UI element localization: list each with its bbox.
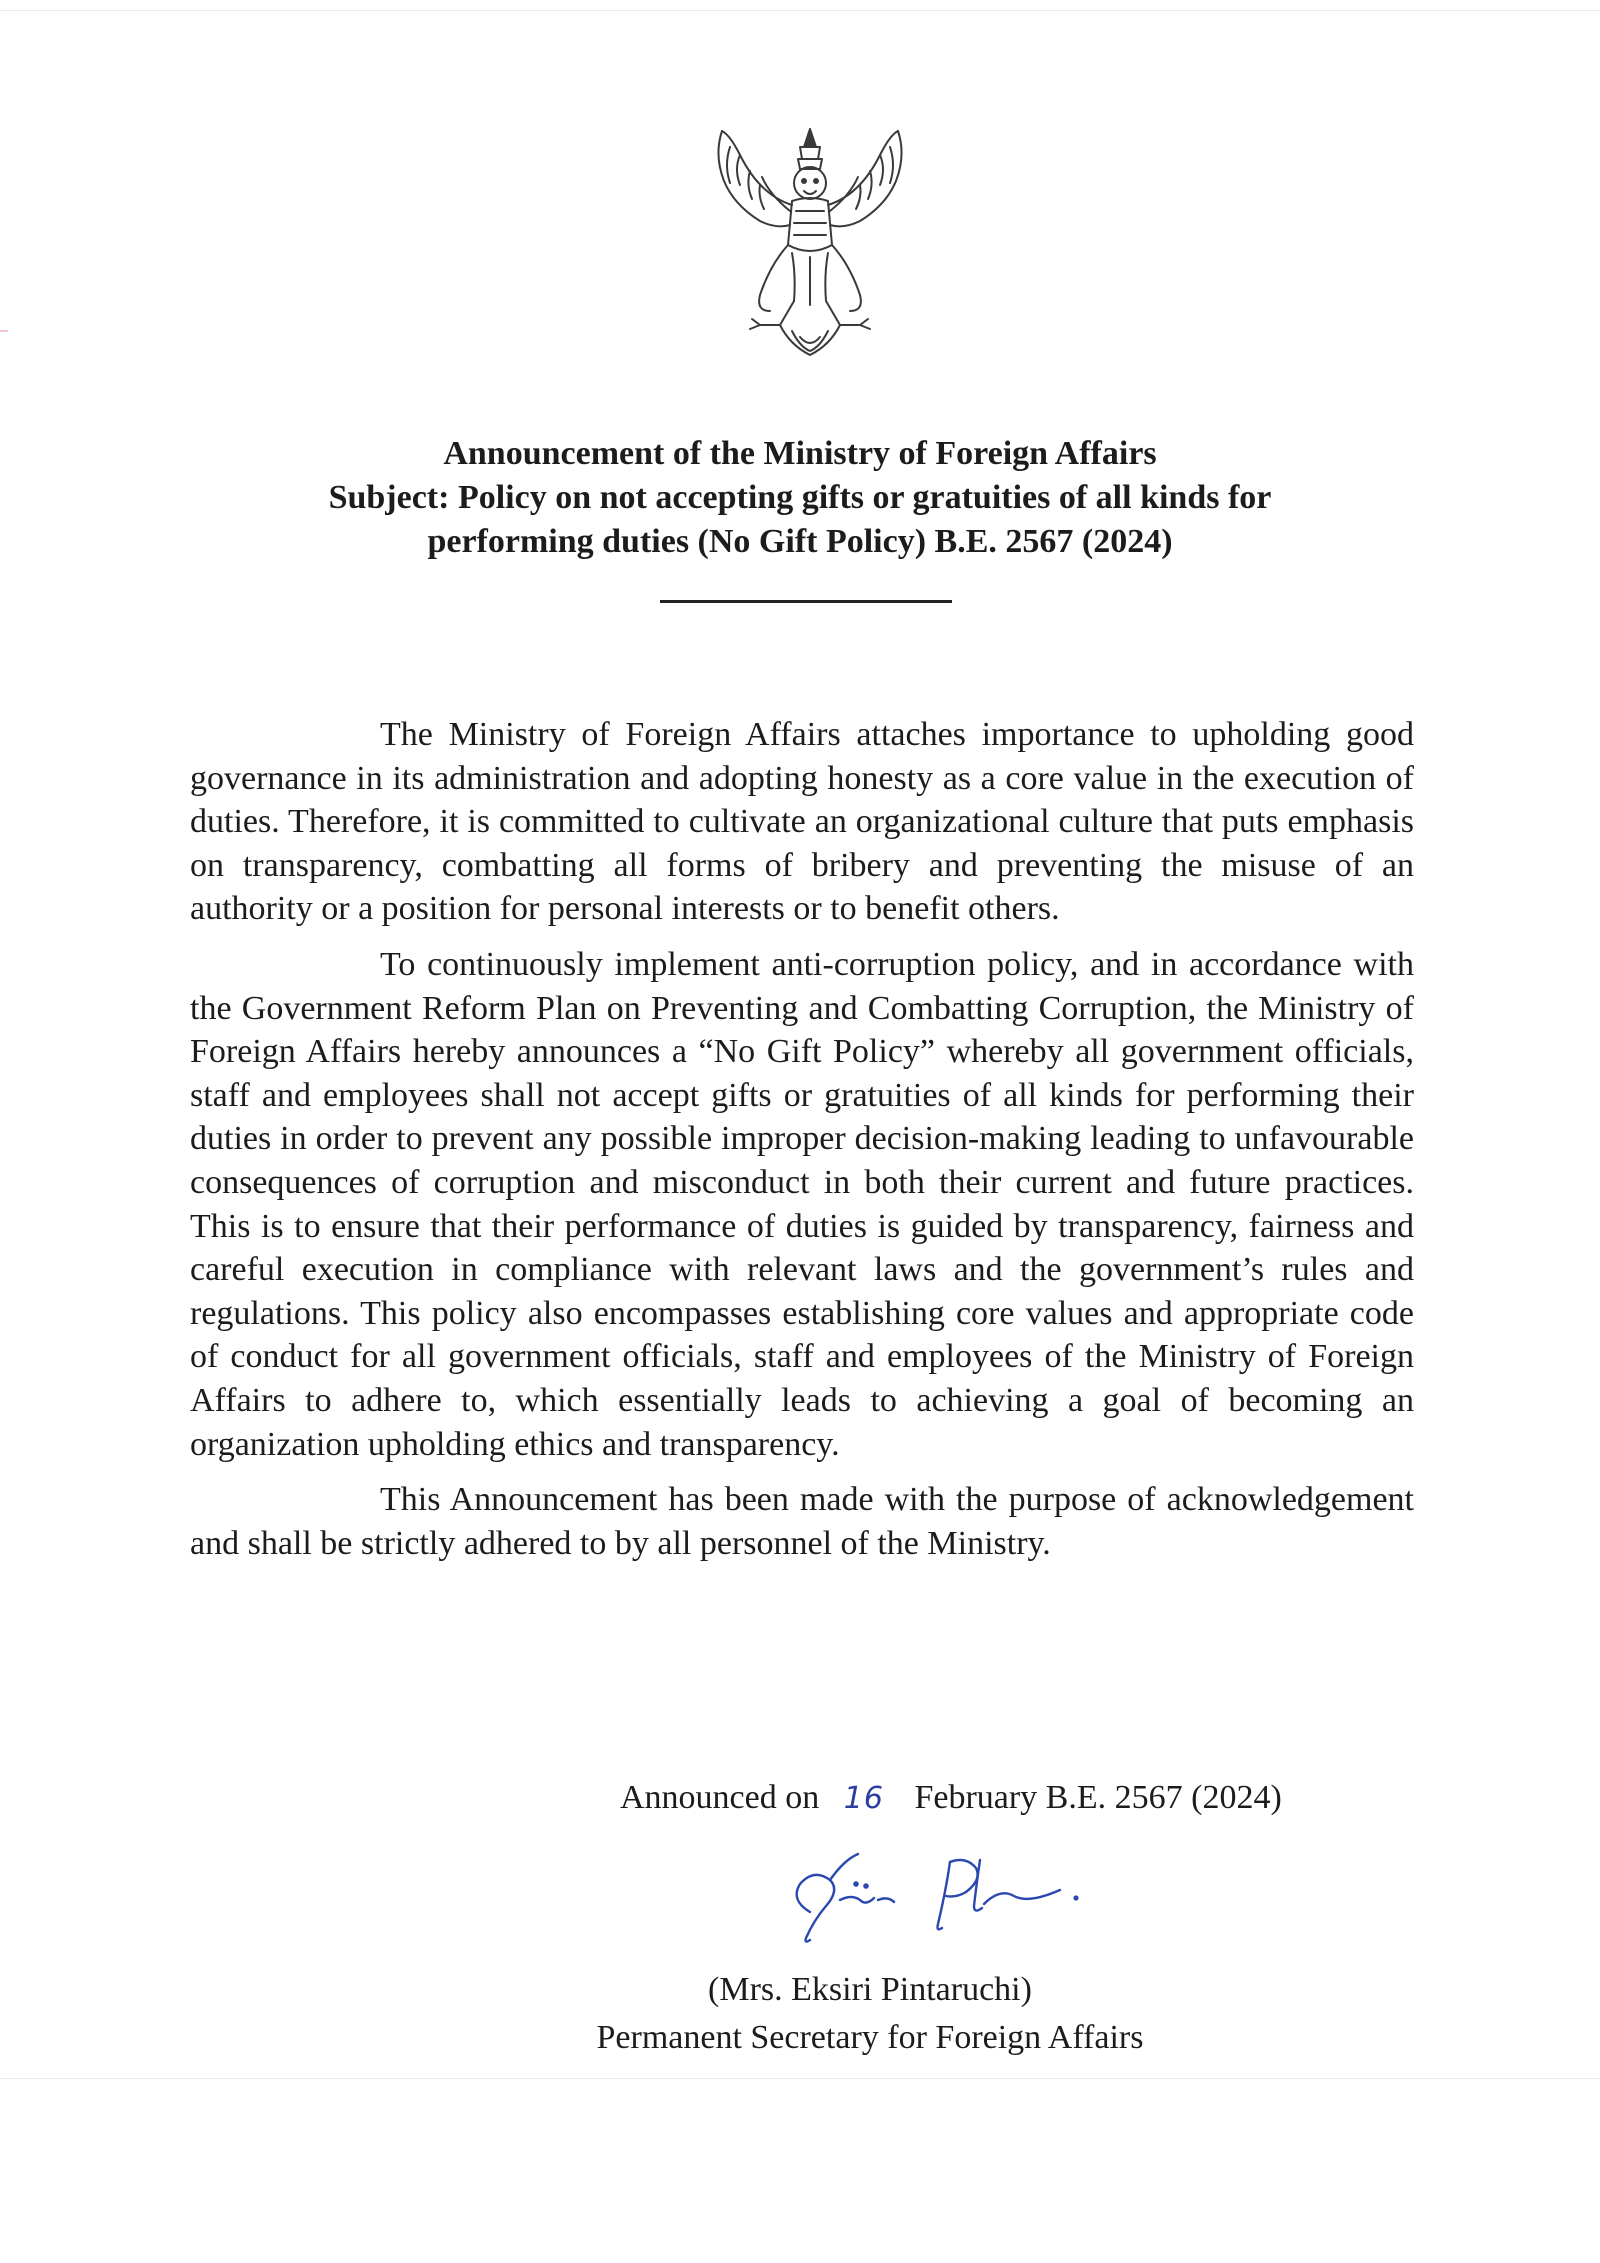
handwritten-day: 16: [843, 1781, 884, 1816]
handwritten-signature: [770, 1840, 1150, 1950]
heading-line-1: Announcement of the Ministry of Foreign Affairs: [443, 435, 1157, 472]
announcement-body: [190, 713, 1414, 1577]
signer-title: Permanent Secretary for Foreign Affairs: [596, 2019, 1144, 2056]
announced-suffix: February B.E. 2567 (2024): [914, 1779, 1282, 1816]
body-paragraph-2: To continuously implement anti-corruption policy, and in accordance with the Government Reform Plan on Preventing and Combatting Corruption, the Ministry of Foreign Affairs hereby announces a “No Gift Policy” whereby all government officials, staff and employees shall not accept gifts or gratuities of all kinds for performing their duties in order to prevent any possible improper decision-making leading to unfavourable consequences of corruption and misconduct in both their current and future practices. This is to ensure that their performance of duties is guided by transparency, fairness and careful execution in compliance with relevant laws and the government’s rules and regulations. This policy also encompasses establishing core values and appropriate code of conduct for all government officials, staff and employees of the Ministry of Foreign Affairs to adhere to, which essentially leads to achieving a goal of becoming an organization upholding ethics and transparency.: [190, 945, 1414, 1463]
announcement-date: [620, 1776, 1282, 1821]
announced-prefix: Announced on: [620, 1779, 820, 1816]
announcement-heading: [180, 432, 1420, 564]
body-paragraph-3: This Announcement has been made with the purpose of acknowledgement and shall be strictly adhered to by all personnel of the Ministry.: [190, 1481, 1414, 1562]
heading-underline: [660, 600, 952, 603]
heading-line-2: Subject: Policy on not accepting gifts or gratuities of all kinds for: [328, 479, 1272, 516]
heading-line-3: performing duties (No Gift Policy) B.E. 2567 (2024): [427, 523, 1173, 560]
signer-name: (Mrs. Eksiri Pintaruchi): [708, 1971, 1032, 2008]
scan-mark: [0, 330, 8, 332]
body-paragraph-1: The Ministry of Foreign Affairs attaches importance to upholding good governance in its administration and adopting honesty as a core value in the execution of duties. Therefore, it is committed to cultivate an organizational culture that puts emphasis on transparency, combatting all forms of bribery and preventing the misuse of an authority or a position for personal interests or to benefit others.: [190, 716, 1414, 928]
scan-edge-top: [0, 10, 1600, 11]
scan-edge-bottom: [0, 2078, 1600, 2079]
garuda-emblem-icon: [700, 125, 920, 360]
